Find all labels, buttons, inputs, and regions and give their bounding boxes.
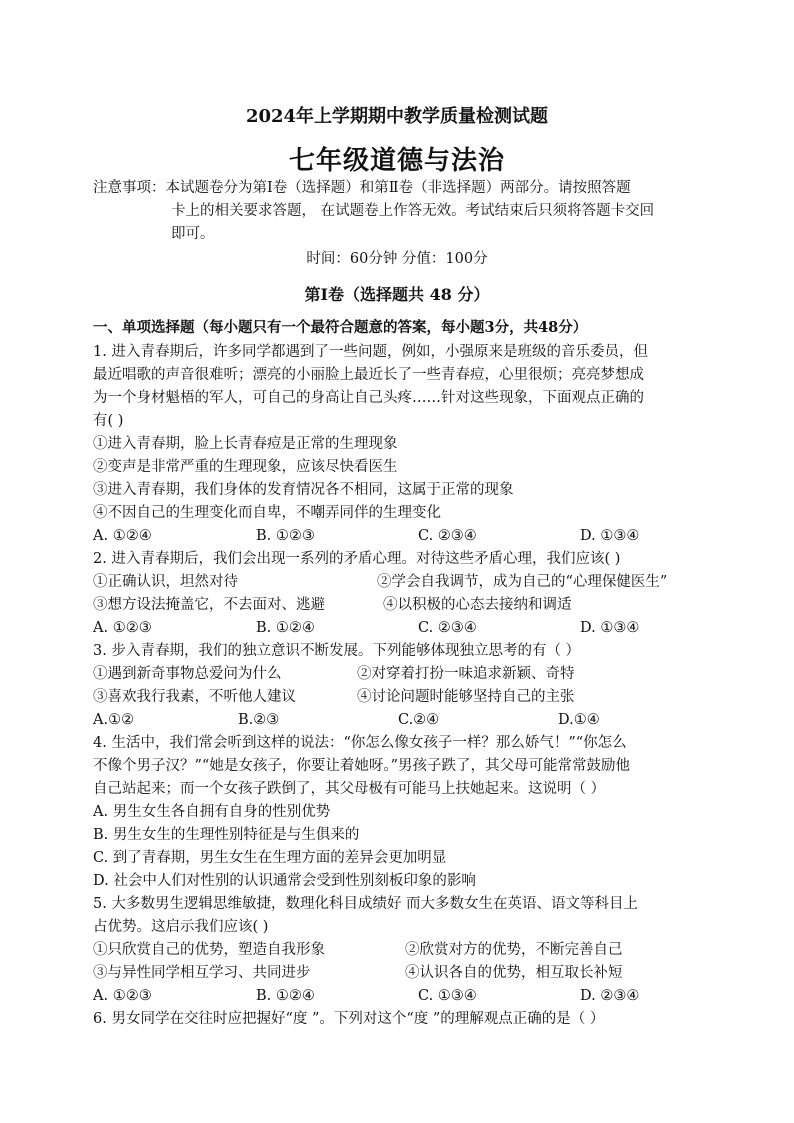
- option-b[interactable]: B.②③: [238, 712, 280, 728]
- statement: ④不因自己的生理变化而自卑，不嘲弄同伴的生理变化: [93, 505, 441, 521]
- question-stem-line: 5. 大多数男生逻辑思维敏捷，数理化科目成绩好 而大多数女生在英语、语文等科目上: [93, 896, 639, 912]
- notice-line: 注意事项：本试题卷分为第Ⅰ卷（选择题）和第Ⅱ卷（非选择题）两部分。请按照答题: [93, 180, 631, 196]
- question-stem-line: 占优势。这启示我们应该( ): [93, 919, 269, 935]
- options-row: [93, 710, 703, 730]
- statement: ②对穿着打扮一味追求新颖、奇特: [357, 666, 575, 682]
- statement-pair: [93, 595, 703, 615]
- statement: ②学会自我调节，成为自己的“心理保健医生”: [377, 574, 668, 590]
- question-stem-line: 自己站起来；而一个女孩子跌倒了，其父母极有可能马上扶她起来。这说明（ ）: [93, 781, 606, 797]
- statement-pair: [93, 664, 703, 684]
- statement: ④讨论问题时能够坚持自己的主张: [357, 689, 575, 705]
- statement-pair: [93, 940, 703, 960]
- section-heading: 一、单项选择题（每小题只有一个最符合题意的答案，每小题3分，共48分）: [93, 319, 588, 336]
- option-a[interactable]: A. 男生女生各自拥有自身的性别优势: [93, 804, 331, 820]
- option-d[interactable]: D. ①③④: [580, 528, 640, 544]
- option-a[interactable]: A. ①②③: [93, 988, 152, 1004]
- question-stem-line: 最近唱歌的声音很难听；漂亮的小丽脸上最近长了一些青春痘，心里很烦；亮亮梦想成: [93, 367, 644, 383]
- statement: ③想方设法掩盖它，不去面对、逃避: [93, 597, 325, 613]
- question-stem-line: 6. 男女同学在交往时应把握好“度 ”。下列对这个“度 ”的理解观点正确的是（ ）: [93, 1011, 605, 1027]
- options-row: [93, 526, 703, 546]
- statement: ②变声是非常严重的生理现象，应该尽快看医生: [93, 459, 398, 475]
- notice-line: 卡上的相关要求答题， 在试题卷上作答无效。考试结束后只须将答题卡交回: [171, 203, 655, 219]
- question-stem-line: 4. 生活中，我们常会听到这样的说法：“你怎么像女孩子一样？那么娇气！”“你怎么: [93, 735, 627, 751]
- question-stem-line: 有( ): [93, 413, 124, 429]
- subject-title: 七年级道德与法治: [288, 146, 505, 176]
- question-stem-line: 为一个身材魁梧的军人，可自己的身高让自己头疼……针对这些现象，下面观点正确的: [93, 390, 644, 406]
- statement: ④认识各自的优势，相互取长补短: [405, 965, 623, 981]
- statement: ①只欣赏自己的优势，塑造自我形象: [93, 942, 325, 958]
- option-c[interactable]: C. ②③④: [418, 528, 477, 544]
- statement-pair: [93, 572, 703, 592]
- statement-pair: [93, 963, 703, 983]
- option-c[interactable]: C.②④: [398, 712, 440, 728]
- option-d[interactable]: D. ②③④: [580, 988, 640, 1004]
- statement: ③与异性同学相互学习、共同进步: [93, 965, 311, 981]
- statement: ②欣赏对方的优势，不断完善自己: [405, 942, 623, 958]
- statement: ③进入青春期，我们身体的发育情况各不相同，这属于正常的现象: [93, 482, 514, 498]
- option-c[interactable]: C. 到了青春期，男生女生在生理方面的差异会更加明显: [93, 850, 447, 866]
- question-stem-line: 2. 进入青春期后，我们会出现一系列的矛盾心理。对待这些矛盾心理，我们应该( ): [93, 551, 621, 567]
- option-b[interactable]: B. ①②③: [256, 528, 315, 544]
- statement: ①进入青春期，脸上长青春痘是正常的生理现象: [93, 436, 398, 452]
- notice-line: 即可。: [171, 226, 215, 242]
- option-b[interactable]: B. 男生女生的生理性别特征是与生俱来的: [93, 827, 360, 843]
- volume-title: 第Ⅰ卷（选择题共 48 分）: [304, 285, 490, 304]
- option-b[interactable]: B. ①②④: [256, 988, 315, 1004]
- option-d[interactable]: D.①④: [558, 712, 600, 728]
- options-row: [93, 618, 703, 638]
- statement: ④以积极的心态去接纳和调适: [383, 597, 572, 613]
- option-a[interactable]: A. ①②④: [93, 528, 152, 544]
- exam-title: 2024年上学期期中教学质量检测试题: [245, 106, 549, 127]
- option-c[interactable]: C. ①③④: [418, 988, 477, 1004]
- option-d[interactable]: D. 社会中人们对性别的认识通常会受到性别刻板印象的影响: [93, 873, 476, 889]
- question-stem-line: 3. 步入青春期，我们的独立意识不断发展。下列能够体现独立思考的有（ ）: [93, 643, 581, 659]
- option-c[interactable]: C. ②③④: [418, 620, 477, 636]
- option-a[interactable]: A. ①②③: [93, 620, 152, 636]
- statement: ③喜欢我行我素，不听他人建议: [93, 689, 296, 705]
- option-d[interactable]: D. ①③④: [580, 620, 640, 636]
- statement: ①遇到新奇事物总爱问为什么: [93, 666, 282, 682]
- statement: ①正确认识，坦然对待: [93, 574, 238, 590]
- question-stem-line: 不像个男子汉？”“她是女孩子，你要让着她呀。”男孩子跌了，其父母可能常常鼓励他: [93, 758, 630, 774]
- option-a[interactable]: A.①②: [93, 712, 135, 728]
- time-score: 时间：60分钟 分值：100分: [306, 251, 488, 267]
- question-stem-line: 1. 进入青春期后，许多同学都遇到了一些问题，例如，小强原来是班级的音乐委员，但: [93, 344, 648, 360]
- statement-pair: [93, 687, 703, 707]
- option-b[interactable]: B. ①②④: [256, 620, 315, 636]
- options-row: [93, 986, 703, 1006]
